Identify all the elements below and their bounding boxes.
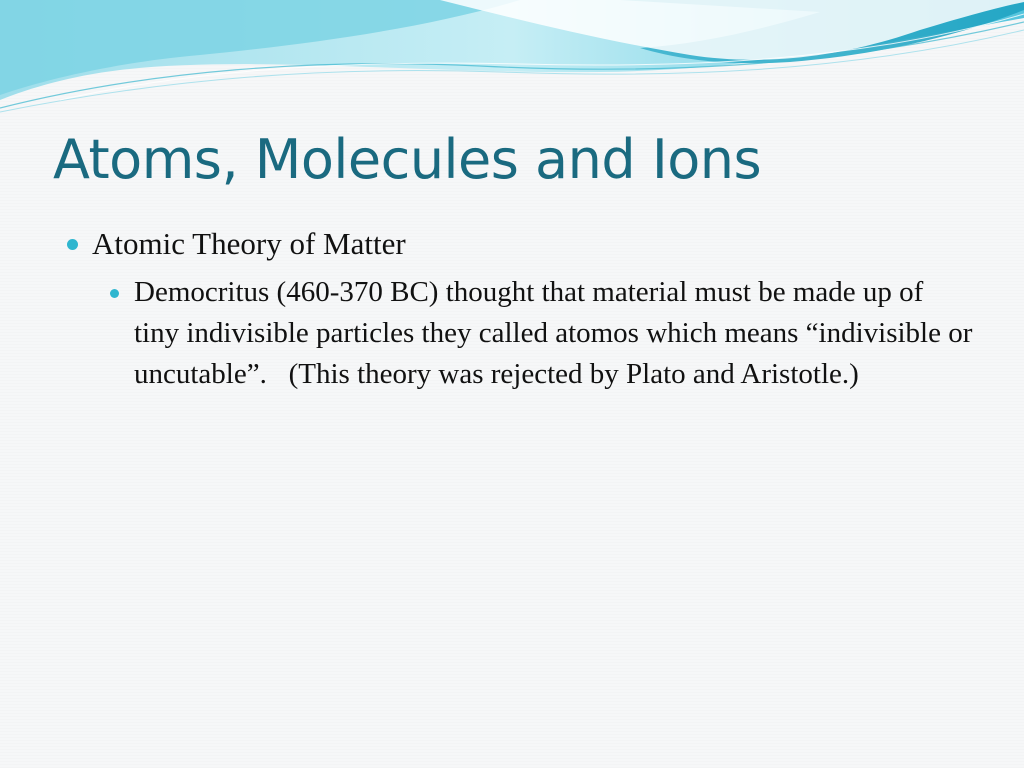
bullet-item — [60, 224, 980, 264]
sub-bullet-item — [134, 272, 980, 395]
header-wave-decoration — [0, 0, 1024, 120]
sub-bullet-text: Democritus (460-370 BC) thought that material must be made up of tiny indivisible particles they called atomos which means “indivisible or uncutable”. (This theory was rejected by Plato and Aristotle.) — [134, 276, 980, 390]
bullet-dot-icon — [67, 239, 78, 250]
slide-title: Atoms, Molecules and Ions — [53, 128, 762, 191]
slide-content — [60, 224, 980, 395]
sub-bullet-dot-icon — [110, 289, 119, 298]
bullet-text: Atomic Theory of Matter — [92, 226, 406, 261]
